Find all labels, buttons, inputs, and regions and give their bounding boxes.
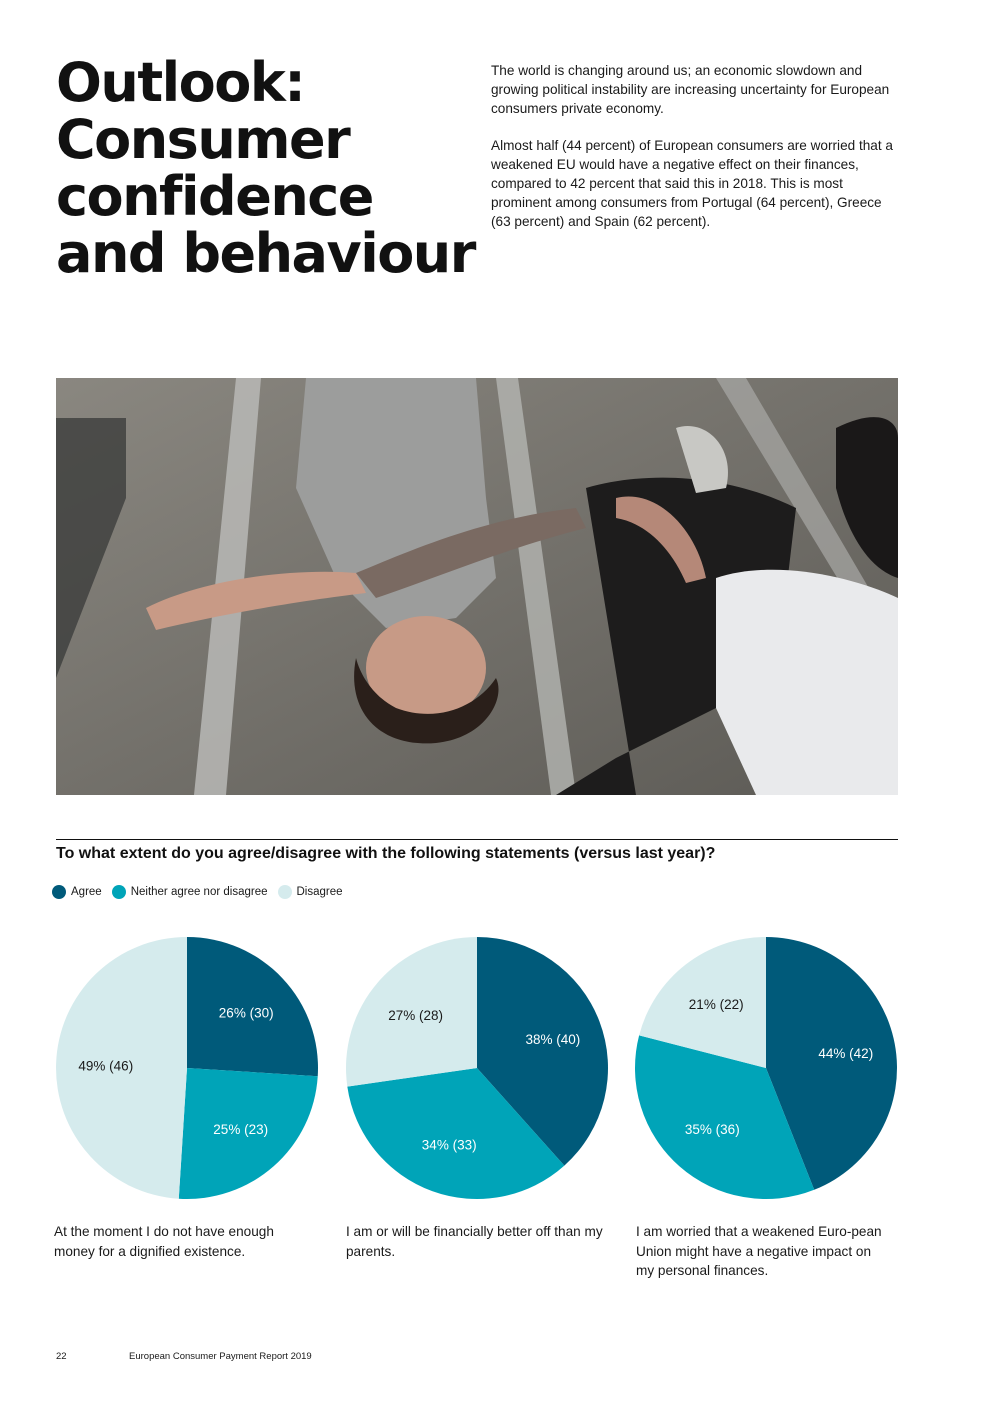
legend-label: Agree (71, 886, 102, 898)
chart-legend (52, 882, 353, 902)
chart-question: To what extent do you agree/disagree with the following statements (versus last year)? (56, 845, 716, 862)
pie-chart-svg (337, 930, 617, 1210)
legend-item-neither (112, 885, 268, 899)
legend-swatch-agree (52, 885, 66, 899)
pie-caption-1: At the moment I do not have enough money for a dignified existence. (54, 1224, 274, 1259)
title-line: confidence (56, 165, 373, 228)
pie-data-label: 49% (46) (78, 1058, 134, 1074)
intro-paragraph: Almost half (44 percent) of European consumers are worried that a weakened EU would have a negative effect on their finances, compared to 42 percent that said this in 2018. This is most prominent among consumers from Portugal (64 percent), Greece (63 percent) and Spain (62 percent). (491, 138, 893, 229)
pie-data-label: 25% (23) (213, 1121, 269, 1137)
pie-data-label: 35% (36) (684, 1121, 740, 1137)
pie-caption-3: I am worried that a weakened Euro-pean Union might have a negative impact on my personal finances. (636, 1224, 882, 1278)
legend-swatch-neither (112, 885, 126, 899)
pie-data-label: 21% (22) (688, 996, 744, 1012)
intro-text (491, 61, 903, 249)
pie-data-label: 34% (33) (421, 1137, 477, 1153)
pie-chart-svg (47, 930, 327, 1210)
pie-chart-1 (47, 930, 327, 1210)
section-divider (56, 839, 898, 840)
intro-paragraph: The world is changing around us; an economic slowdown and growing political instability are increasing uncertainty for European consumers private economy. (491, 63, 890, 116)
pie-data-label: 38% (40) (525, 1032, 581, 1047)
legend-swatch-disagree (278, 885, 292, 899)
page-number: 22 (56, 1351, 67, 1362)
legend-item-disagree (278, 885, 343, 899)
legend-item-agree (52, 885, 102, 899)
page-title (56, 51, 476, 285)
pie-data-label: 26% (30) (218, 1005, 274, 1021)
title-line: and behaviour (56, 222, 475, 285)
legend-label: Disagree (296, 886, 343, 898)
hero-photo (56, 378, 898, 795)
pie-data-label: 44% (42) (818, 1045, 874, 1061)
legend-label: Neither agree nor disagree (130, 886, 268, 898)
title-line: Consumer (56, 108, 350, 171)
pie-chart-2 (337, 930, 617, 1210)
pie-chart-svg (626, 930, 906, 1210)
pie-caption-2: I am or will be financially better off than my parents. (346, 1224, 603, 1259)
report-title: European Consumer Payment Report 2019 (129, 1351, 312, 1362)
photo-illustration (56, 378, 898, 795)
pie-chart-3 (626, 930, 906, 1210)
title-line: Outlook: (56, 51, 305, 114)
pie-data-label: 27% (28) (388, 1007, 443, 1023)
